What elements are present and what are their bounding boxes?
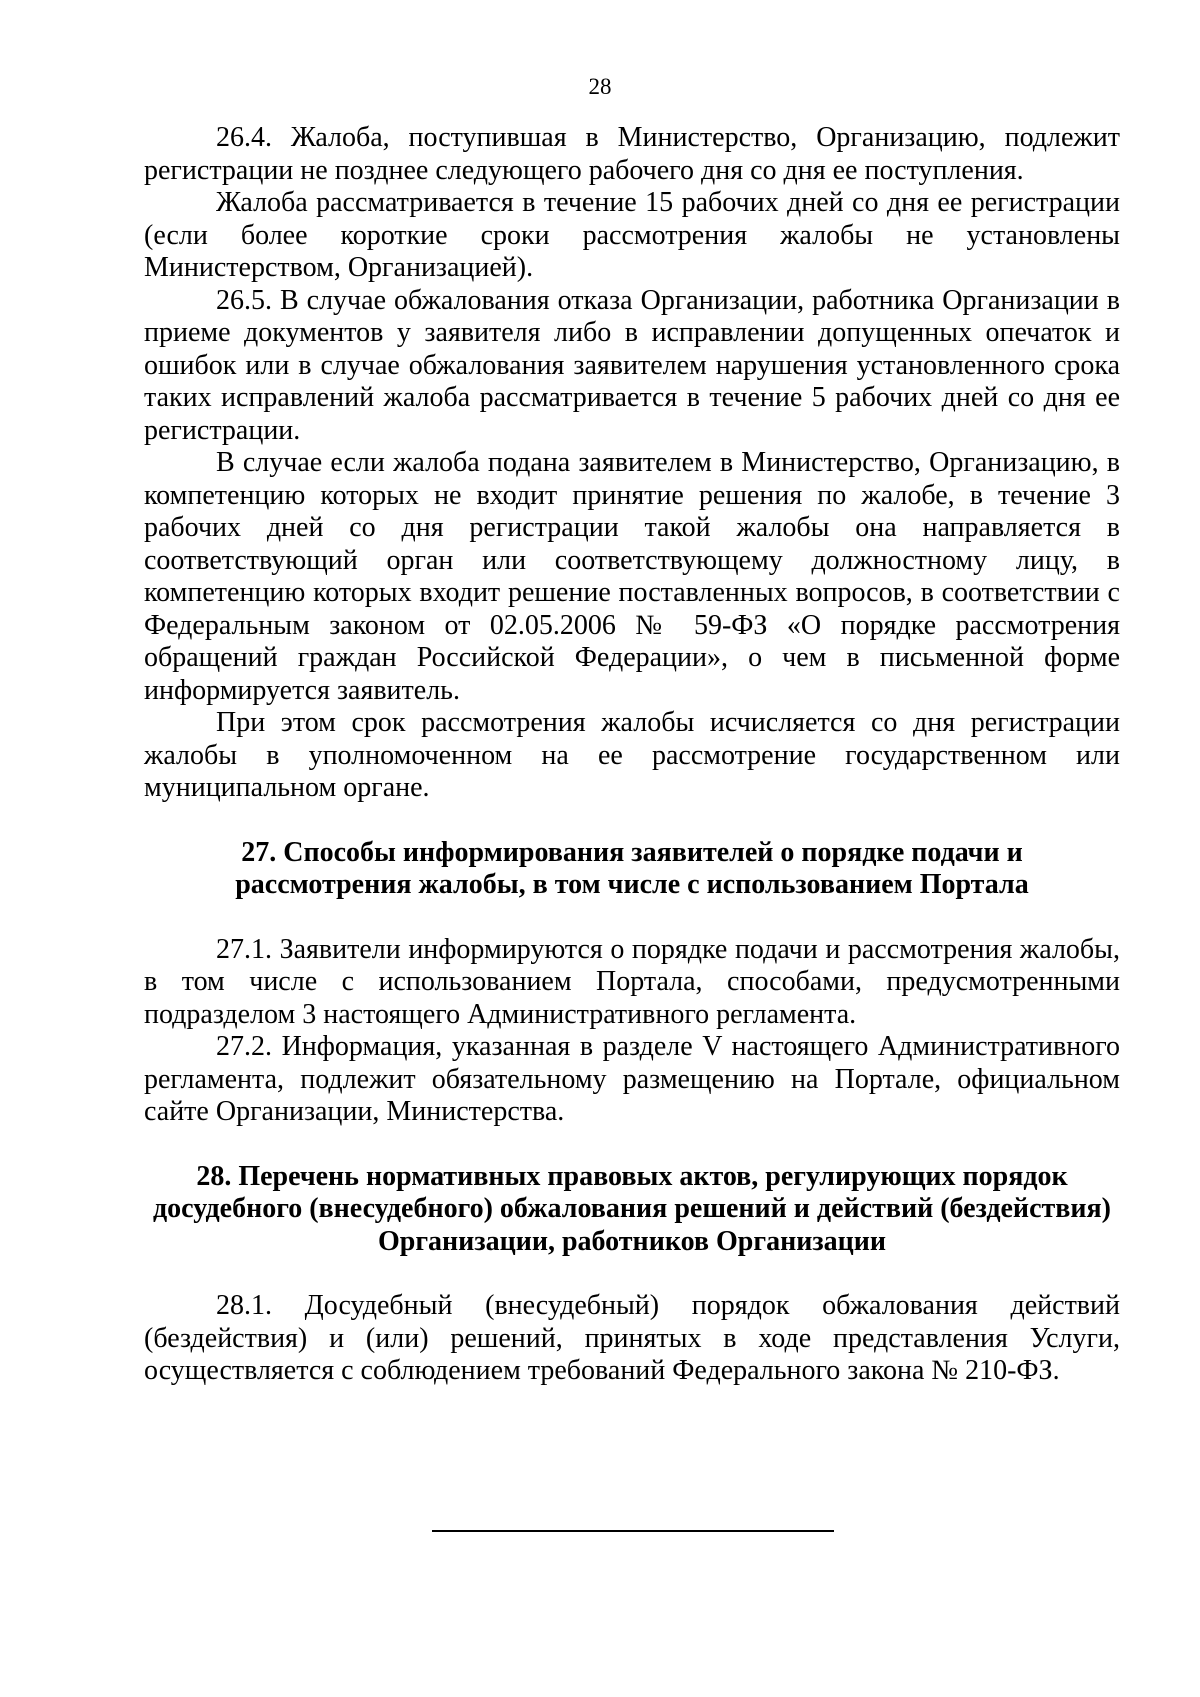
page-content (144, 122, 1120, 1388)
paragraph-28-1: 28.1. Досудебный (внесудебный) порядок обжалования действий (бездействия) и (или) решений, принятых в ходе представления Услуги, осуществляется с соблюдением требований Федерального закона № 210-ФЗ. (144, 1290, 1120, 1386)
page-number: 28 (588, 74, 612, 99)
section-heading-27: 27. Способы информирования заявителей о порядке подачи и рассмотрения жалобы, в том числе с использованием Портала (235, 836, 1029, 900)
paragraph-26-4: 26.4. Жалоба, поступившая в Министерство, Организацию, подлежит регистрации не позднее следующего рабочего дня со дня ее поступления. (144, 122, 1120, 186)
paragraph-27-1: 27.1. Заявители информируются о порядке подачи и рассмотрения жалобы, в том числе с использованием Портала, способами, предусмотренными подразделом 3 настоящего Административного регламента. (144, 933, 1120, 1030)
paragraph-complaint-redirection: В случае если жалоба подана заявителем в Министерство, Организацию, в компетенцию которых не входит принятие решения по жалобе, в течение 3 рабочих дней со дня регистрации такой жалобы она направляется в соответствующий орган или соответствующему должностному лицу, в компетенцию которых входит решение поставленных вопросов, в соответствии с Федеральным законом от 02.05.2006 № 59-ФЗ «О порядке рассмотрения обращений граждан Российской Федерации», о чем в письменной форме информируется заявитель. (144, 447, 1120, 706)
paragraph-review-term-calculation: При этом срок рассмотрения жалобы исчисляется со дня регистрации жалобы в уполномоченном на ее рассмотрение государственном или муниципальном органе. (144, 707, 1120, 803)
end-of-section-rule (432, 1530, 834, 1532)
paragraph-complaint-review-period: Жалоба рассматривается в течение 15 рабочих дней со дня ее регистрации (если более короткие сроки рассмотрения жалобы не установлены Министерством, Организацией). (144, 187, 1120, 283)
paragraph-26-5: 26.5. В случае обжалования отказа Организации, работника Организации в приеме документов у заявителя либо в исправлении допущенных опечаток и ошибок или в случае обжалования заявителем нарушения установленного срока таких исправлений жалоба рассматривается в течение 5 рабочих дней со дня ее регистрации. (144, 284, 1120, 446)
section-heading-28: 28. Перечень нормативных правовых актов, регулирующих порядок досудебного (внесудебного) обжалования решений и действий (бездействия) Организации, работников Организации (153, 1160, 1111, 1257)
paragraph-27-2: 27.2. Информация, указанная в разделе V настоящего Административного регламента, подлежит обязательному размещению на Портале, официальном сайте Организации, Министерства. (144, 1031, 1120, 1127)
